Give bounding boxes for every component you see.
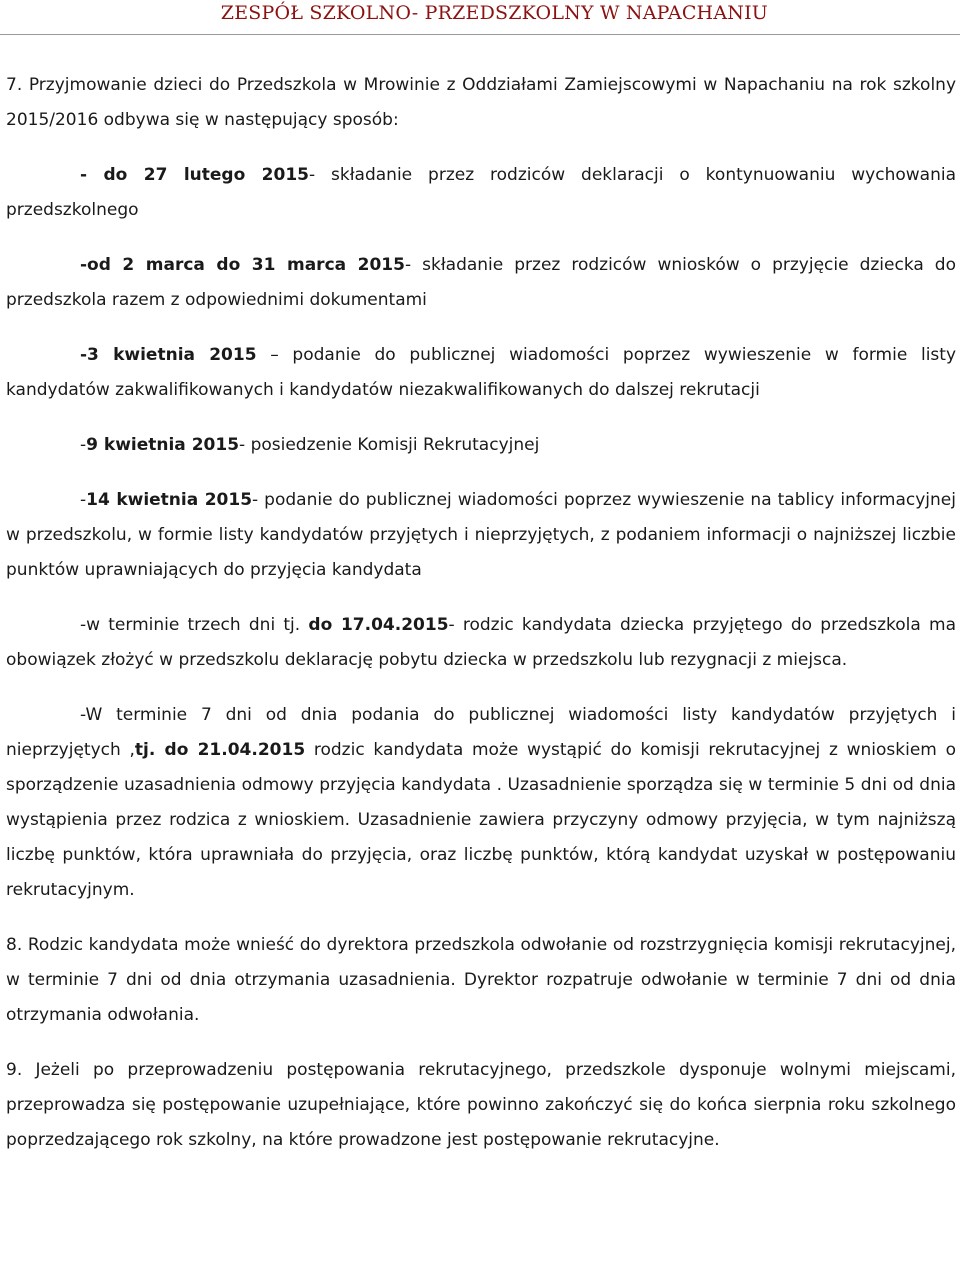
deadline-date: 14 kwietnia 2015 bbox=[86, 490, 253, 510]
paragraph-prefix: -w terminie trzech dni tj. bbox=[80, 615, 309, 635]
paragraph-prefix: - bbox=[80, 435, 87, 455]
paragraph-deadline-6 bbox=[6, 608, 956, 678]
paragraph-prefix: - bbox=[80, 490, 87, 510]
paragraph-text: – podanie do publicznej wiadomości poprzez wywieszenie w formie listy kandydatów zakwalifikowanych i kandydatów niezakwalifikowanych do dalszej rekrutacji bbox=[6, 345, 957, 400]
paragraph-appeal bbox=[6, 928, 956, 1033]
deadline-date: tj. do 21.04.2015 bbox=[134, 740, 306, 760]
paragraph-text: - składanie przez rodziców deklaracji o kontynuowaniu wychowania przedszkolnego bbox=[6, 165, 956, 220]
paragraph-text: - składanie przez rodziców wniosków o przyjęcie dziecka do przedszkola razem z odpowiednimi dokumentami bbox=[6, 255, 956, 310]
document-body bbox=[6, 68, 956, 1158]
paragraph-intro bbox=[6, 68, 956, 138]
paragraph-deadline-4 bbox=[6, 428, 956, 463]
header-title: ZESPÓŁ SZKOLNO- PRZEDSZKOLNY W NAPACHANIU bbox=[220, 2, 768, 24]
page-header bbox=[0, 0, 960, 35]
deadline-date: -3 kwietnia 2015 bbox=[80, 345, 257, 365]
paragraph-deadline-7 bbox=[6, 698, 956, 908]
paragraph-deadline-1 bbox=[6, 158, 956, 228]
paragraph-text: 7. Przyjmowanie dzieci do Przedszkola w Mrowinie z Oddziałami Zamiejscowymi w Napachaniu na rok szkolny 2015/2016 odbywa się w następujący sposób: bbox=[6, 75, 956, 130]
deadline-date: do 17.04.2015 bbox=[308, 615, 449, 635]
paragraph-supplementary bbox=[6, 1053, 956, 1158]
paragraph-text: - podanie do publicznej wiadomości poprzez wywieszenie na tablicy informacyjnej w przedszkolu, w formie listy kandydatów przyjętych i nieprzyjętych, z podaniem informacji o najniższej liczbie punktów uprawniających do przyjęcia kandydata bbox=[6, 490, 956, 580]
deadline-date: 9 kwietnia 2015 bbox=[86, 435, 240, 455]
paragraph-deadline-5 bbox=[6, 483, 956, 588]
paragraph-deadline-2 bbox=[6, 248, 956, 318]
deadline-date: -od 2 marca do 31 marca 2015 bbox=[80, 255, 405, 275]
paragraph-text: - rodzic kandydata dziecka przyjętego do przedszkola ma obowiązek złożyć w przedszkolu deklarację pobytu dziecka w przedszkolu lub rezygnacji z miejsca. bbox=[6, 615, 956, 670]
paragraph-text: 9. Jeżeli po przeprowadzeniu postępowania rekrutacyjnego, przedszkole dysponuje wolnymi miejscami, przeprowadza się postępowanie uzupełniające, które powinno zakończyć się do końca sierpnia roku szkolnego poprzedzającego rok szkolny, na które prowadzone jest postępowanie rekrutacyjne. bbox=[6, 1060, 956, 1150]
paragraph-deadline-3 bbox=[6, 338, 956, 408]
deadline-date: - do 27 lutego 2015 bbox=[80, 165, 309, 185]
paragraph-text: - posiedzenie Komisji Rekrutacyjnej bbox=[239, 435, 540, 455]
paragraph-text: 8. Rodzic kandydata może wnieść do dyrektora przedszkola odwołanie od rozstrzygnięcia komisji rekrutacyjnej, w terminie 7 dni od dnia otrzymania uzasadnienia. Dyrektor rozpatruje odwołanie w terminie 7 dni od dnia otrzymania odwołania. bbox=[6, 935, 956, 1025]
paragraph-text: rodzic kandydata może wystąpić do komisji rekrutacyjnej z wnioskiem o sporządzenie uzasadnienia odmowy przyjęcia kandydata . Uzasadnienie sporządza się w terminie 5 dni od dnia wystąpienia przez rodzica z wnioskiem. Uzasadnienie zawiera przyczyny odmowy przyjęcia, w tym najniższą liczbę punktów, która uprawniała do przyjęcia, oraz liczbę punktów, którą kandydat uzyskał w postępowaniu rekrutacyjnym. bbox=[6, 740, 956, 900]
paragraph-prefix: -W terminie 7 dni od dnia podania do publicznej wiadomości listy kandydatów przyjętych i nieprzyjętych , bbox=[6, 705, 956, 760]
